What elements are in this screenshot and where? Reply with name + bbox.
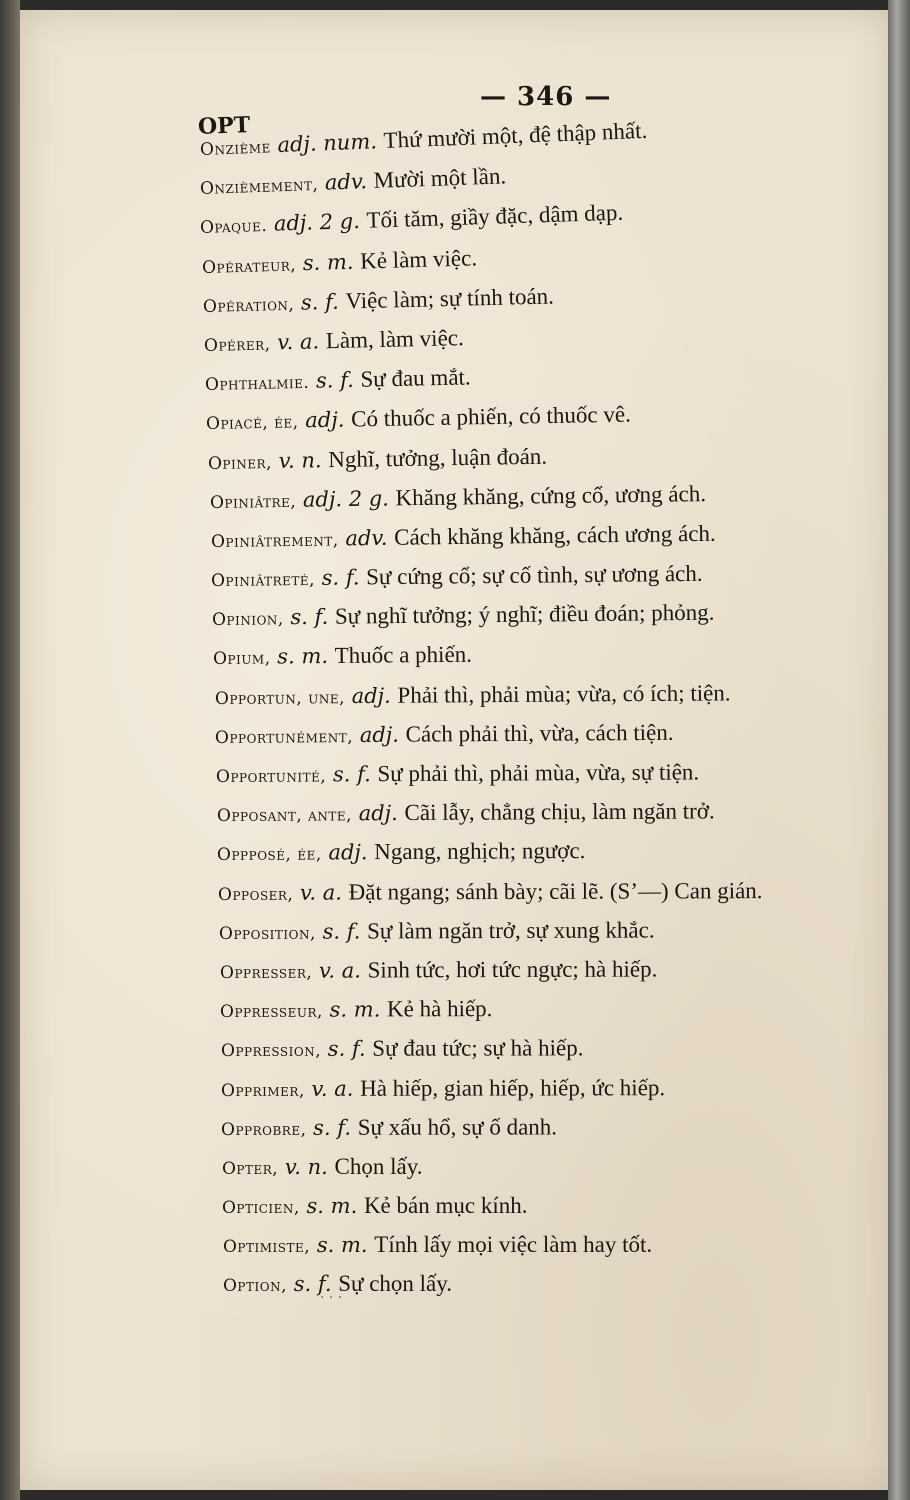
entry-headword: Option, [223,1276,287,1297]
entry-part-of-speech: adj. [351,683,391,708]
entry-part-of-speech: adj. 2 g. [302,486,390,512]
dictionary-entry [213,631,903,676]
entry-definition: Tính lấy mọi việc làm hay tốt. [374,1232,653,1258]
dictionary-entry [223,1225,910,1264]
entry-definition: Làm, làm việc. [325,325,464,354]
entry-headword: Oppression, [220,1041,322,1062]
entry-part-of-speech: adj. [358,801,398,826]
entry-part-of-speech: v. a. [276,329,320,355]
entry-definition: Sinh tức, hơi tức ngực; hà hiếp. [367,956,658,983]
dictionary-entry [218,870,908,912]
entry-headword: Opprimer, [220,1080,305,1101]
entry-part-of-speech: adv. [345,525,388,551]
entry-part-of-speech: s. f. [313,1115,352,1140]
entry-part-of-speech: s. m. [329,997,381,1022]
dictionary-entry [217,830,907,873]
entry-part-of-speech: s. f. [300,289,340,315]
entry-part-of-speech: adj. [359,722,400,747]
dictionary-entry [219,909,909,951]
entry-definition: Sự đau mắt. [360,364,471,392]
entry-definition: Hà hiếp, gian hiếp, hiếp, ức hiếp. [360,1074,666,1101]
entry-definition: Kẻ làm việc. [359,244,478,274]
entry-headword: Opaque. [199,216,268,239]
entry-definition: Cách phải thì, vừa, cách tiện. [405,719,674,747]
entry-headword: Opiniâtreté, [210,569,316,592]
entry-part-of-speech: adj. [328,840,368,865]
entry-headword: Opiniâtre, [209,491,297,513]
entry-headword: Oppresser, [219,962,313,983]
entry-definition: Phải thì, phải mùa; vừa, có ích; tiện. [397,680,731,708]
entry-headword: Optimiste, [223,1237,311,1258]
entry-definition: Kẻ hà hiếp. [386,996,493,1022]
dictionary-entry [215,711,905,755]
scan-left-edge [0,0,20,1500]
dictionary-entry [220,949,910,991]
entry-headword: Opposant, ante, [216,805,353,827]
entry-part-of-speech: adj. num. [277,129,378,158]
entry-definition: Sự xấu hổ, sự ố danh. [357,1114,558,1140]
entry-part-of-speech: s. f. [321,565,360,590]
entry-headword: Opérateur, [201,254,297,278]
entry-headword: Opposer, [217,884,294,905]
entry-definition: Sự đau tức; sự hà hiếp. [372,1035,584,1062]
entry-definition: Đặt ngang; sánh bày; cãi lẽ. (S’—) Can gián. [348,877,763,905]
running-header: OPT [197,112,251,140]
entry-part-of-speech: s. f. [322,919,361,944]
entry-part-of-speech: v. n. [278,447,322,473]
dictionary-entry [221,1028,910,1068]
entry-part-of-speech: v. a. [299,880,342,905]
entry-part-of-speech: s. f. [293,1272,332,1297]
entry-headword: Opinion, [211,609,284,631]
entry-headword: Opérer, [203,334,271,356]
entry-definition: Mười một lần. [373,163,507,194]
entry-definition: Sự phải thì, phải mùa, vừa, sự tiện. [377,759,700,787]
entry-part-of-speech: s. m. [316,1233,368,1258]
entry-part-of-speech: s. f. [327,1037,366,1062]
entry-definition: Cách khăng khăng, cách ương ách. [393,520,716,550]
entry-part-of-speech: v. a. [311,1076,354,1101]
dictionary-entry [216,751,906,794]
dictionary-entry [221,1106,910,1146]
entry-headword: Opter, [222,1158,279,1179]
entry-definition: Thuốc a phiến. [334,642,473,669]
entry-definition: Có thuốc a phiến, có thuốc vê. [350,401,632,432]
entry-definition: Sự nghĩ tưởng; ý nghĩ; điều đoán; phỏng. [334,599,715,629]
entry-part-of-speech: s. f. [290,605,329,630]
entry-definition: Nghĩ, tưởng, luận đoán. [328,443,548,472]
dictionary-entry [220,988,910,1030]
entry-headword: Opium, [212,648,271,670]
dictionary-entry [222,1147,910,1186]
entry-headword: Opiniâtrement, [210,530,339,552]
entry-part-of-speech: adv. [324,169,368,195]
entry-headword: Opportunément, [214,726,354,748]
entry-definition: Sự chọn lấy. [338,1271,453,1297]
dictionary-entry [212,591,902,637]
entry-part-of-speech: s. m. [277,644,329,669]
dictionary-entry [217,791,907,834]
dictionary-entries [199,117,890,1304]
entry-definition: Chọn lấy. [334,1153,423,1179]
entry-headword: Opportunité, [215,766,327,787]
entry-headword: Opération, [202,294,295,317]
entry-headword: Opiner, [207,452,273,474]
entry-definition: Việc làm; sự tính toán. [345,283,555,314]
entry-headword: Opiacé, ée, [205,412,299,435]
entry-definition: Sự làm ngăn trở, sự xung khắc. [367,917,655,944]
dictionary-entry [215,672,905,716]
page-number: — 346 — [480,82,612,112]
entry-definition: Cãi lẫy, chẳng chịu, làm ngăn trở. [404,798,715,826]
entry-headword: Ophthalmie. [204,372,310,396]
entry-definition: Kẻ bán mục kính. [363,1193,528,1219]
entry-headword: Onzième [199,137,272,160]
entry-part-of-speech: s. m. [302,249,354,275]
entry-part-of-speech: adj. [305,407,345,433]
ink-mark: · · · [320,1290,343,1306]
entry-part-of-speech: s. m. [306,1194,358,1219]
entry-part-of-speech: v. n. [284,1154,328,1179]
dictionary-entry [222,1186,910,1225]
entry-headword: Onzièmement, [199,175,319,200]
entry-definition: Thứ mười một, đệ thập nhất. [383,117,648,153]
entry-headword: Oppresseur, [219,1001,323,1023]
entry-definition: Tối tăm, giầy đặc, dậm dạp. [366,200,624,234]
entry-part-of-speech: adj. 2 g. [273,209,361,237]
entry-definition: Ngang, nghịch; ngược. [374,838,586,865]
entry-headword: Opposition, [218,923,316,944]
entry-headword: Opprobre, [220,1119,307,1140]
entry-headword: Opticien, [222,1198,300,1219]
entry-headword: Opportun, une, [214,687,346,709]
entry-headword: Oppposé, ée, [216,844,322,866]
dictionary-entry [221,1067,910,1107]
entry-part-of-speech: s. f. [332,762,371,787]
entry-part-of-speech: v. a. [318,958,361,983]
entry-part-of-speech: s. f. [315,368,355,393]
entry-definition: Khăng khăng, cứng cổ, ương ách. [395,480,707,511]
entry-definition: Sự cứng cổ; sự cố tình, sự ương ách. [366,560,703,590]
